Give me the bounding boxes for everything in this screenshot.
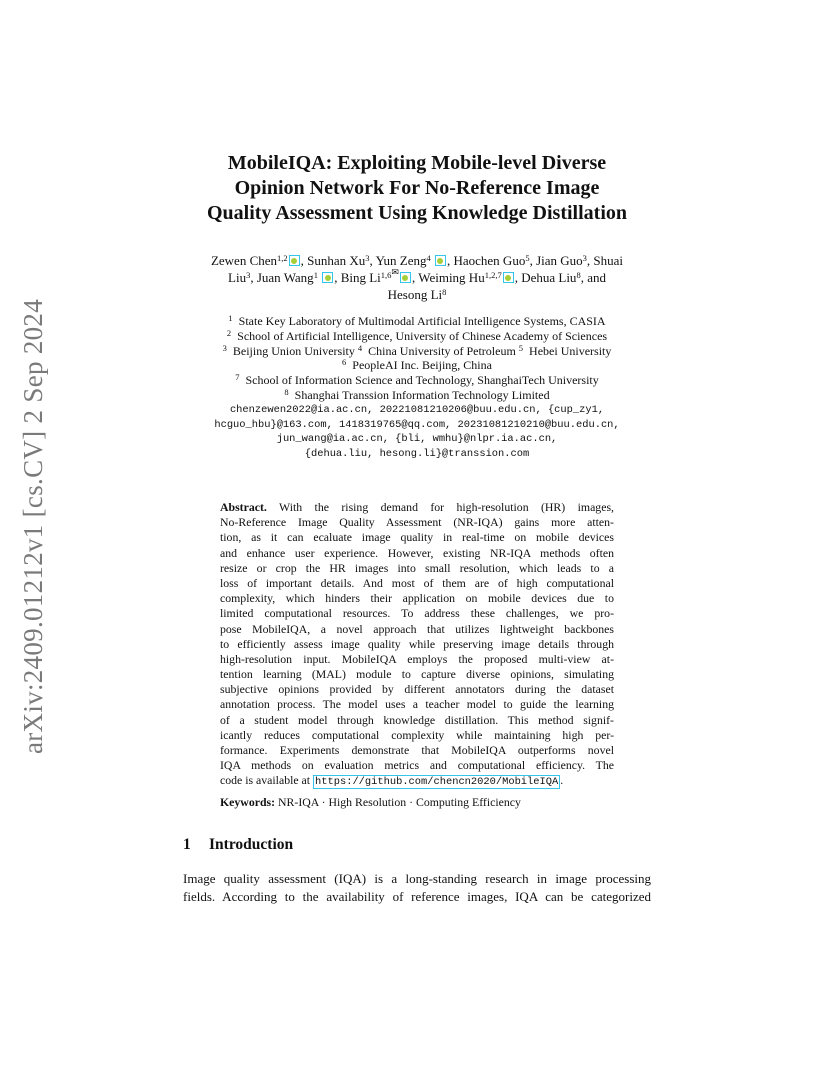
orcid-icon[interactable] [322,272,333,283]
author-affil-sup: 5 [525,253,530,263]
author-name: Haochen Guo [453,253,526,268]
author-affil-sup: 1 [313,270,318,280]
abstract-label: Abstract. [220,500,267,514]
abstract-line: of a student model through knowledge distillation. This method signif- [220,712,614,727]
abstract-line: resize or crop the HR images into small resolution, which leads to a [220,560,614,575]
author-affil-sup: 8 [576,270,581,280]
author-name: Weiming Hu [418,270,485,285]
abstract-line: annotation process. The model uses a teacher model to guide the learning [220,697,614,712]
abstract-line: tion, as it can ecaluate image quality in real-time on mobile devices [220,530,614,545]
keywords-text: NR-IQA · High Resolution · Computing Efficiency [278,795,521,809]
author-affil-sup: 4 [426,253,431,263]
abstract-line: limited computational resources. To address these challenges, we pro- [220,606,614,621]
affiliation-line: $^8$ Shanghai Transsion Information Technology Limited [284,386,550,402]
author-list [170,252,664,303]
author-name: Jian Guo [536,253,583,268]
section-heading [183,836,293,854]
email-line: jun_wang@ia.ac.cn, {bli, wmhu}@nlpr.ia.ac.cn, [276,433,558,446]
author-line: Liu$^3$, Juan Wang$^1$ , Bing $Li^{1,6✉}$ , Weiming Hu$^{1,2,7}$ , Dehua Liu$^8$, and [228,267,606,285]
title-line: Quality Assessment Using Knowledge Distillation [206,202,628,224]
affiliation-line: $^1$ State Key Laboratory of Multimodal Artificial Intelligence Systems, CASIA [228,313,606,328]
abstract-line: icantly reduces computational complexity while maintaining high per- [220,727,614,742]
abstract-line: Abstract. With the rising demand for high-resolution (HR) images, [220,500,614,514]
author-name: Bing Li [340,270,381,285]
author-affil-sup: 1,2 [277,253,288,263]
orcid-icon[interactable] [400,272,411,283]
author-line: Zewen Chen$^{1,2}$ , Sunhan Xu$^3$, Yun Zeng$^4$ , Haochen Guo$^5$, Jian Guo$^3$, Shuai [210,253,624,268]
section-number: 1 [183,836,191,853]
abstract [220,500,614,789]
abstract-line: pose MobileIQA, a novel approach that utilizes lightweight backbones [220,621,614,636]
author-name: Dehua Liu [521,270,577,285]
abstract-line: high-resolution input. MobileIQA employs the proposed multi-view at- [220,651,614,666]
title-line: MobileIQA: Exploiting Mobile-level Diverse [227,152,607,174]
author-name: Juan Wang [256,270,314,285]
orcid-icon[interactable] [289,255,300,266]
affiliations [170,314,664,462]
author-affil-sup: 8 [442,287,447,297]
affiliation-line: $^2$ School of Artificial Intelligence, University of Chinese Academy of Sciences [226,327,608,343]
abstract-line: IQA methods on evaluation metrics and computational efficiency. The [220,758,614,773]
email-line: {dehua.liu, hesong.li}@transsion.com [304,448,530,461]
author-name: Sunhan Xu [307,253,366,268]
orcid-icon[interactable] [435,255,446,266]
abstract-line: No-Reference Image Quality Assessment (NR-IQA) gains more atten- [220,515,614,530]
author-affil-sup: 3 [365,253,370,263]
keywords [220,795,614,810]
abstract-line: to efficiently assess image quality while preserving image details through [220,636,614,651]
author-name: Yun Zeng [375,253,427,268]
title-line: Opinion Network For No-Reference Image [234,177,600,199]
abstract-line: complexity, which hinders their application on mobile devices due to [220,591,614,606]
intro-paragraph [183,870,651,905]
author-affil-sup: 1,2,7 [484,270,502,280]
abstract-line: loss of important details. And most of them are of high computational [220,575,614,590]
abstract-line: and enhance user experience. However, existing NR-IQA methods often [220,545,614,560]
author-line [170,286,664,303]
github-link[interactable]: https://github.com/chencn2020/MobileIQA [315,776,559,789]
author-affil-sup: 1,6✉ [380,267,399,280]
email-line: chenzewen2022@ia.ac.cn, 20221081210206@buu.edu.cn, {cup_zy1, [229,403,605,416]
affiliation-line: $^7$ School of Information Science and Technology, ShanghaiTech University [235,372,599,388]
arxiv-identifier-stamp [14,296,54,756]
abstract-line: code is available at https://github.com/chencn2020/MobileIQA . [220,773,564,789]
author-name: Zewen Chen [210,253,278,268]
body-line: fields. According to the availability of reference images, IQA can be categorized [183,888,651,904]
abstract-line: subjective opinions provided by different annotators during the dataset [220,682,614,697]
affiliation-line: $^6$ PeopleAI Inc. Beijing, China [342,357,492,373]
author-name: Hesong Li [387,287,443,302]
mail-icon: ✉ [391,267,399,277]
section-title: Introduction [209,836,294,853]
orcid-icon[interactable] [503,272,514,283]
arxiv-identifier-text: arXiv:2409.01212v1 [cs.CV] 2 Sep 2024 [18,298,49,754]
email-line: hcguo_hbu}@163.com, 1418319765@qq.com, 20231081210210@buu.edu.cn, [214,418,620,431]
affiliation-line: $^3$ Beijing Union University $^4$ China University of Petroleum $^5$ Hebei University [222,342,612,358]
author-affil-sup: 3 [246,270,251,280]
abstract-line: tention learning (MAL) module to capture diverse opinions, simulating [220,667,614,682]
author-affil-sup: 3 [582,253,587,263]
body-line: Image quality assessment (IQA) is a long-standing research in image processing [183,871,651,886]
keywords-label: Keywords: [220,795,276,809]
abstract-line: formance. Experiments demonstrate that MobileIQA outperforms novel [220,743,614,757]
paper-title [170,151,664,226]
